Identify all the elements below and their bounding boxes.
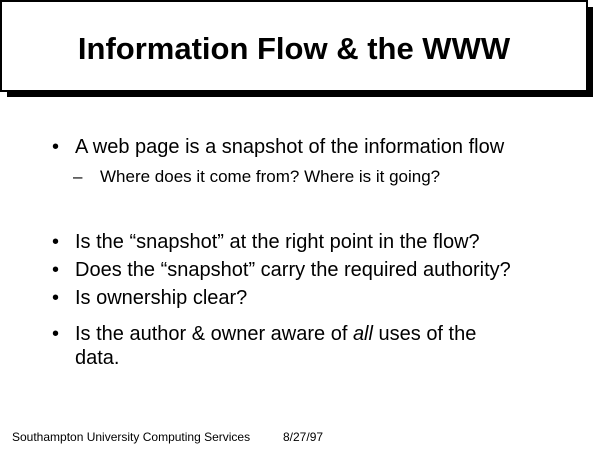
bullet-text-part: uses of the data. bbox=[75, 323, 477, 369]
bullet-item-right-point: Is the “snapshot” at the right point in the flow? bbox=[75, 231, 480, 253]
bullet-item-snapshot: A web page is a snapshot of the information flow bbox=[75, 136, 505, 158]
bullet-marker: • bbox=[52, 287, 60, 309]
emphasis-all: all bbox=[352, 323, 373, 345]
bullet-marker: • bbox=[52, 231, 60, 253]
bullet-item-authority: Does the “snapshot” carry the required authority? bbox=[75, 259, 511, 281]
slide-title: Information Flow & the WWW bbox=[77, 31, 511, 66]
title-box bbox=[0, 0, 588, 92]
sub-bullet-item-origin: Where does it come from? Where is it going? bbox=[100, 167, 441, 186]
bullet-text-part: Is the author & owner aware of bbox=[75, 323, 353, 345]
bullet-item-author-aware bbox=[75, 322, 515, 370]
footer-organization: Southampton University Computing Services bbox=[12, 430, 251, 444]
sub-bullet-marker: – bbox=[73, 167, 83, 186]
footer-date: 8/27/97 bbox=[283, 430, 324, 444]
bullet-marker: • bbox=[52, 259, 60, 281]
bullet-marker: • bbox=[52, 136, 60, 158]
bullet-item-ownership: Is ownership clear? bbox=[75, 287, 248, 309]
bullet-marker: • bbox=[52, 323, 60, 345]
